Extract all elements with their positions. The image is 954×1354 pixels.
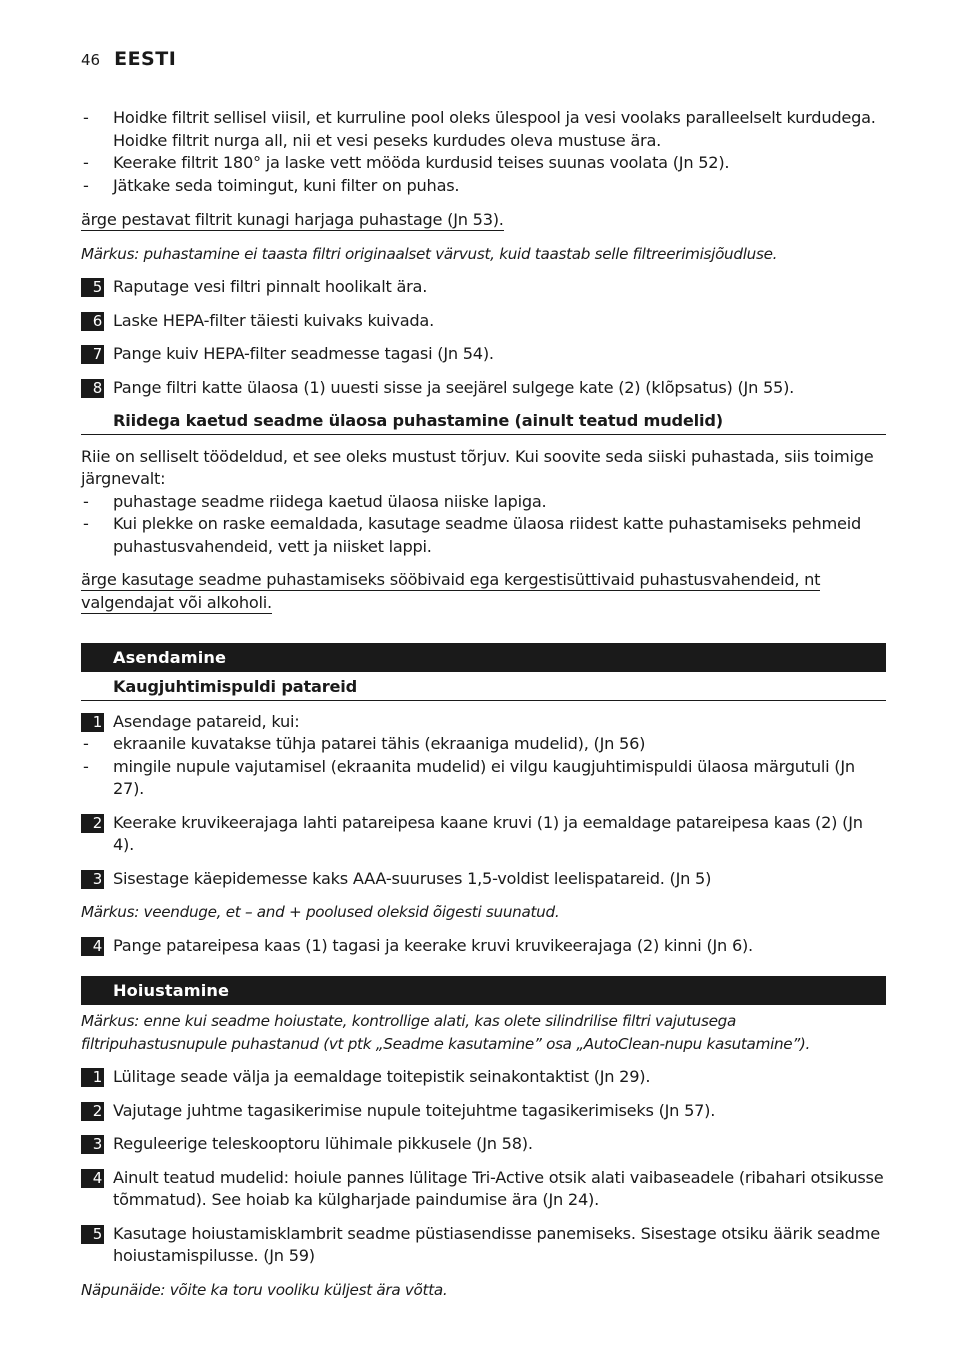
list-item: - Keerake filtrit 180° ja laske vett mööda kurdusid teises suunas voolata (Jn 52). — [81, 152, 886, 175]
page-content — [81, 107, 886, 1301]
storage-step-1 — [81, 1066, 886, 1089]
step-number: 3 — [81, 1135, 104, 1154]
storage-step-2 — [81, 1100, 886, 1123]
step-7 — [81, 343, 886, 366]
step-text: Vajutage juhtme tagasikerimise nupule toitejuhtme tagasikerimiseks (Jn 57). — [113, 1100, 716, 1120]
step-text: Kasutage hoiustamisklambrit seadme püstiasendisse panemiseks. Sisestage otsiku äärik seadme hoiustamispilusse. (Jn 59) — [113, 1223, 880, 1265]
step-text: Asendage patareid, kui: — [113, 711, 300, 731]
step-number: 1 — [81, 1068, 104, 1087]
step-3 — [81, 868, 886, 891]
step-number: 5 — [81, 278, 104, 297]
step-number: 2 — [81, 1102, 104, 1121]
step-1 — [81, 711, 886, 734]
warning-text: ärge pestavat filtrit kunagi harjaga puhastage (Jn 53). — [81, 210, 504, 229]
section-bar-storage: Hoiustamine — [81, 976, 886, 1005]
list-item: - ekraanile kuvatakse tühja patarei tähis (ekraaniga mudelid), (Jn 56) — [81, 733, 886, 756]
step-number: 1 — [81, 713, 104, 732]
step-5 — [81, 276, 886, 299]
fabric-cleaning-heading: Riidega kaetud seadme ülaosa puhastamine (ainult teatud mudelid) — [81, 410, 886, 435]
step-number: 6 — [81, 312, 104, 331]
list-item: - mingile nupule vajutamisel (ekraanita mudelid) ei vilgu kaugjuhtimispuldi ülaosa märgutuli (Jn 27). — [81, 756, 886, 801]
page-number: 46 — [81, 51, 101, 69]
section-bar-replacing: Asendamine — [81, 643, 886, 672]
step-text: Reguleerige teleskooptoru lühimale pikkusele (Jn 58). — [113, 1134, 533, 1153]
step-number: 5 — [81, 1225, 104, 1244]
tip-hose: Näpunäide: võite ka toru vooliku küljest ära võtta. — [81, 1280, 448, 1299]
step-text: Pange filtri katte ülaosa (1) uuesti sisse ja seejärel sulgege kate (2) (klõpsatus) (Jn 55). — [113, 377, 795, 397]
warning-paragraph — [81, 209, 886, 232]
fabric-intro: Riie on selliselt töödeldud, et see oleks mustust tõrjuv. Kui soovite seda siiski puhastada, siis toimige järgnevalt: — [81, 446, 874, 488]
step-text: Lülitage seade välja ja eemaldage toitepistik seinakontaktist (Jn 29). — [113, 1067, 651, 1086]
note-polarity: Märkus: veenduge, et – and + poolused oleksid õigesti suunatud. — [81, 903, 560, 921]
step-4 — [81, 935, 886, 958]
step-number: 4 — [81, 937, 104, 956]
step-number: 2 — [81, 814, 104, 833]
warning-text: valgendajat või alkoholi. — [81, 592, 272, 612]
step-8 — [81, 377, 886, 400]
storage-step-5 — [81, 1223, 886, 1268]
step-number: 7 — [81, 345, 104, 364]
list-item: - Hoidke filtrit sellisel viisil, et kurruline pool oleks ülespool ja vesi voolaks paralleelselt kurdudega. Hoidke filtrit nurga all, nii et vesi peseks kurdudes oleva mustuse ära. — [81, 107, 886, 152]
list-item: - Kui plekke on raske eemaldada, kasutage seadme ülaosa riidest katte puhastamiseks pehmeid puhastusvahendeid, vett ja niisket lappi. — [81, 513, 886, 558]
note-filter-color: Märkus: puhastamine ei taasta filtri originaalset värvust, kuid taastab selle filtreerimisjõudluse. — [81, 244, 778, 263]
storage-step-3 — [81, 1133, 886, 1156]
page-header — [81, 48, 176, 70]
step-text: Laske HEPA-filter täiesti kuivaks kuivada. — [113, 310, 434, 330]
step-text: Keerake kruvikeerajaga lahti patareipesa kaane kruvi (1) ja eemaldage patareipesa kaas (2) (Jn 4). — [113, 812, 863, 854]
list-item: - Jätkake seda toimingut, kuni filter on puhas. — [81, 175, 886, 198]
warning-text: ärge kasutage seadme puhastamiseks sööbivaid ega kergestisüttivaid puhastusvahendeid, nt — [81, 570, 821, 589]
step-text: Raputage vesi filtri pinnalt hoolikalt ära. — [113, 277, 428, 296]
list-item: - puhastage seadme riidega kaetud ülaosa niiske lapiga. — [81, 491, 886, 514]
step-2 — [81, 812, 886, 857]
step-number: 3 — [81, 870, 104, 889]
remote-batteries-heading: Kaugjuhtimispuldi patareid — [81, 676, 886, 701]
note-storage: Märkus: enne kui seadme hoiustate, kontrollige alati, kas olete silindrilise filtri vajutusega filtripuhastusnupule puhastanud (vt ptk „Seadme kasutamine” osa „AutoClean-nupu kasutamine”). — [81, 1012, 811, 1053]
step-6 — [81, 310, 886, 333]
language-heading: EESTI — [114, 48, 177, 70]
step-text: Ainult teatud mudelid: hoiule pannes lülitage Tri-Active otsik alati vaibaseadele (ribahari otsikusse tõmmatud). See hoiab ka külgharjade paindumise ära (Jn 24). — [113, 1167, 884, 1209]
step-text: Sisestage käepidemesse kaks AAA-suuruses 1,5-voldist leelispatareid. (Jn 5) — [113, 868, 712, 888]
storage-step-4 — [81, 1167, 886, 1212]
step-number: 4 — [81, 1169, 104, 1188]
step-number: 8 — [81, 379, 104, 398]
step-text: Pange patareipesa kaas (1) tagasi ja keerake kruvi kruvikeerajaga (2) kinni (Jn 6). — [113, 935, 753, 955]
fabric-warning — [81, 569, 886, 614]
step-text: Pange kuiv HEPA-filter seadmesse tagasi (Jn 54). — [113, 344, 494, 363]
